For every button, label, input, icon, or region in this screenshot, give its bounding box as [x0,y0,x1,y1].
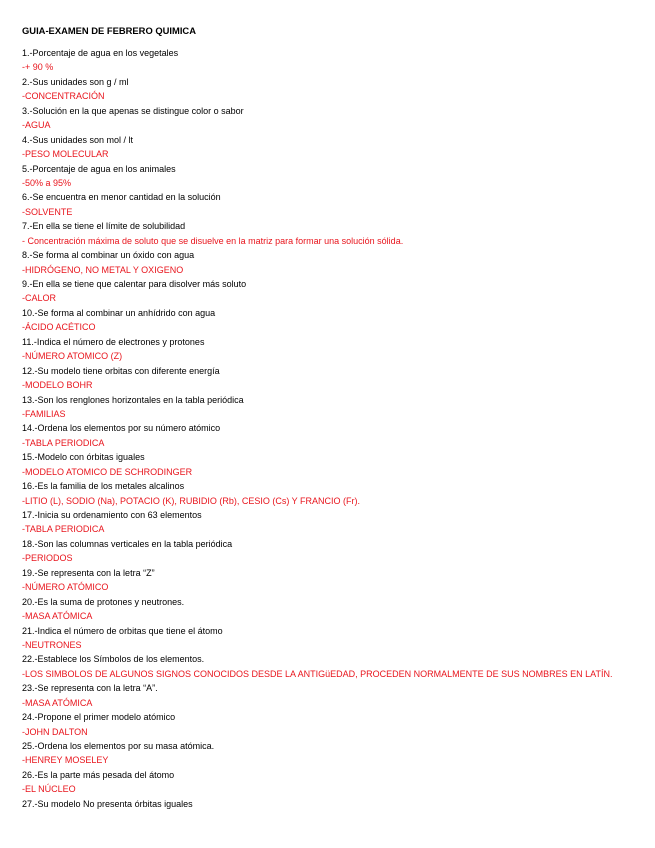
answer-text: -EL NÚCLEO [22,784,76,795]
document-title: GUIA-EXAMEN DE FEBRERO QUIMICA [22,25,196,36]
question-text: 22.-Establece los Símbolos de los elementos. [22,654,205,665]
answer-text: -NEUTRONES [22,639,82,650]
question-text: 11.-Indica el número de electrones y protones [22,336,205,347]
document-page [22,24,637,811]
answer-text: -MODELO ATOMICO DE SCHRODINGER [22,466,193,477]
question-text: 25.-Ordena los elementos por su masa atómica. [22,741,215,751]
answer-text: -TABLA PERIODICA [22,524,105,535]
answer-text: -MASA ATÓMICA [22,611,93,622]
question-text: 14.-Ordena los elementos por su número atómico [22,423,221,434]
answer-text: -PESO MOLECULAR [22,149,109,160]
answer-text: -50% a 95% [22,177,72,188]
answer-text: -CALOR [22,293,57,304]
answer-text: - Concentración máxima de soluto que se disuelve en la matriz para formar una solución sólida. [22,235,404,246]
question-text: 3.-Solución en la que apenas se distingue color o sabor [22,105,244,116]
answer-text: -MODELO BOHR [22,380,93,391]
question-text: 12.-Su modelo tiene orbitas con diferente energía [22,365,220,376]
question-text: 17.-Inicia su ordenamiento con 63 elementos [22,510,202,520]
question-text: 6.-Se encuentra en menor cantidad en la solución [22,192,221,203]
question-text: 10.-Se forma al combinar un anhídrido con agua [22,307,216,318]
answer-text: -HIDRÓGENO, NO METAL Y OXIGENO [22,264,184,275]
answer-text: -CONCENTRACIÓN [22,91,105,102]
answer-text: -AGUA [22,120,51,131]
answer-text: -LITIO (L), SODIO (Na), POTACIO (K), RUBIDIO (Rb), CESIO (Cs) Y FRANCIO (Fr). [22,495,361,506]
answer-text: -NÚMERO ATOMICO (Z) [22,351,123,362]
question-text: 8.-Se forma al combinar un óxido con agua [22,250,195,261]
question-text: 1.-Porcentaje de agua en los vegetales [22,48,179,58]
answer-text: -NÚMERO ATÓMICO [22,582,109,593]
question-text: 23.-Se representa con la letra “A”. [22,683,158,694]
answer-text: -ÁCIDO ACÉTICO [22,322,96,333]
answer-text: -PERIODOS [22,553,73,564]
question-text: 24.-Propone el primer modelo atómico [22,712,176,723]
question-text: 19.-Se representa con la letra “Z” [22,567,155,578]
question-text: 5.-Porcentaje de agua en los animales [22,163,176,174]
question-text: 21.-Indica el número de orbitas que tiene el átomo [22,625,223,636]
answer-text: -TABLA PERIODICA [22,437,105,448]
question-text: 26.-Es la parte más pesada del átomo [22,769,175,780]
answer-text: -MASA ATÓMICA [22,697,93,708]
question-text: 4.-Sus unidades son mol / lt [22,134,134,145]
question-text: 15.-Modelo con órbitas iguales [22,452,145,463]
question-text: 2.-Sus unidades son g / ml [22,76,129,87]
question-answer-list [22,46,637,811]
answer-text: -FAMILIAS [22,408,66,419]
question-text: 27.-Su modelo No presenta órbitas iguales [22,798,193,809]
answer-text: -SOLVENTE [22,206,73,217]
answer-text: -HENREY MOSELEY [22,755,109,766]
question-text: 13.-Son los renglones horizontales en la tabla periódica [22,394,244,405]
question-text: 9.-En ella se tiene que calentar para disolver más soluto [22,279,247,289]
answer-text: -LOS SIMBOLOS DE ALGUNOS SIGNOS CONOCIDOS DESDE LA ANTIGüEDAD, PROCEDEN NORMALMENTE DE SUS NOMBRES EN LATÍN. [22,668,613,679]
question-text: 7.-En ella se tiene el límite de solubilidad [22,221,186,232]
answer-text: -JOHN DALTON [22,726,88,737]
question-text: 18.-Son las columnas verticales en la tabla periódica [22,538,233,549]
question-text: 16.-Es la familia de los metales alcalinos [22,481,185,492]
question-text: 20.-Es la suma de protones y neutrones. [22,596,185,607]
answer-text: -+ 90 % [22,62,54,73]
